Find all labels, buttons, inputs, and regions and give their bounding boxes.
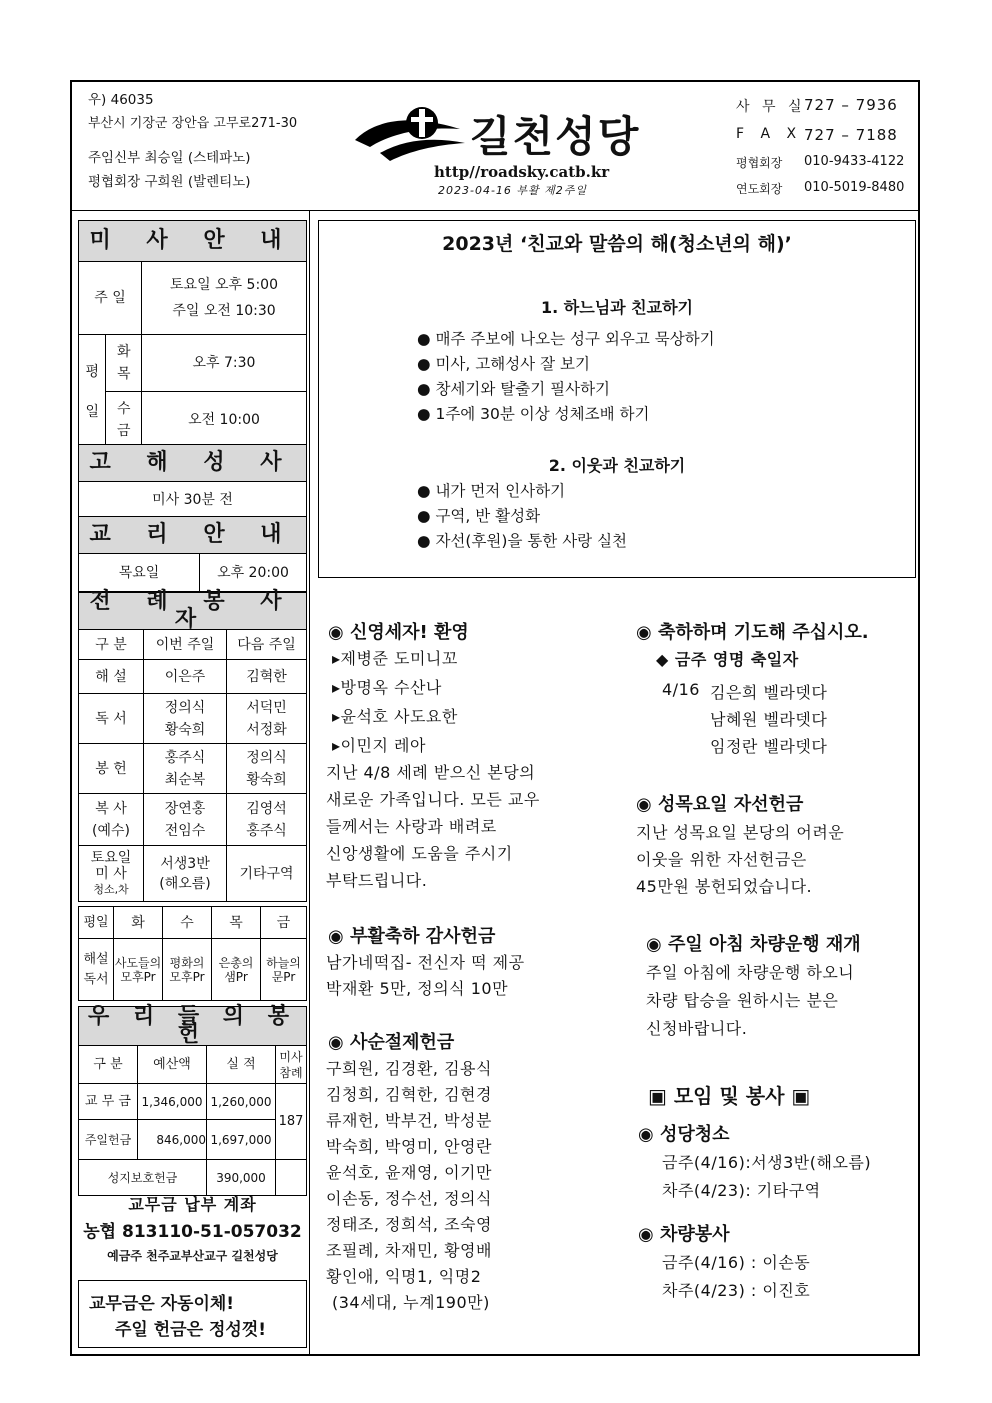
table-row: 주일헌금 846,000 1,697,000: [79, 1120, 307, 1160]
list-item: ● 내가 먼저 인사하기: [417, 482, 566, 500]
liturgy-header: 다음 주일: [227, 630, 307, 660]
list-item: ▸방명옥 수산나: [332, 678, 442, 697]
office-phone: 727 – 7936: [804, 96, 898, 114]
office-label: 사 무 실: [736, 99, 806, 115]
feast-date: 4/16: [662, 680, 700, 699]
catechism-day: 목요일: [79, 554, 200, 592]
newcomers-message: 새로운 가족입니다. 모든 교우: [326, 790, 540, 809]
confession-title: 고 해 성 사: [79, 445, 307, 482]
holy-thursday-line: 이웃을 위한 자선헌금은: [636, 850, 807, 869]
header-divider: [70, 210, 920, 211]
list-item: 임정란 벨라뎃다: [710, 737, 828, 756]
feast-title: ◉ 축하하며 기도해 주십시오.: [636, 622, 869, 643]
easter-thanks-title: ◉ 부활축하 감사헌금: [328, 926, 496, 947]
council-label: 평협회장: [736, 156, 783, 170]
parish-name: 길천성당: [470, 112, 641, 161]
attendance-count: 187: [276, 1084, 307, 1160]
table-row: 해설 독서 사도들의 모후Pr 평화의 모후Pr 은총의 샘Pr 하늘의 문Pr: [79, 939, 307, 1001]
lent-fund-line: 김청희, 김혁한, 김현경: [326, 1085, 492, 1104]
newcomers-message: 신앙생활에 도움을 주시기: [326, 844, 513, 863]
account-block: [78, 1192, 307, 1266]
address: 부산시 기장군 장안읍 고무로271-30: [88, 116, 298, 131]
shuttle-line: 주일 아침에 차량운행 하오니: [646, 963, 855, 982]
weekday-header: 수: [163, 907, 212, 939]
table-row: 독 서 정의식 황숙희 서덕민 서정화: [79, 694, 307, 744]
newcomers-message: 지난 4/8 세례 받으신 본당의: [326, 763, 536, 782]
lent-fund-line: 이손동, 정수선, 정의식: [326, 1189, 492, 1208]
wed-fri-time: 오전 10:00: [142, 392, 307, 449]
offering-header: 실 적: [207, 1046, 276, 1084]
holy-thursday-line: 45만원 봉헌되었습니다.: [636, 877, 813, 896]
account-title: 교무금 납부 계좌: [128, 1195, 257, 1214]
feast-subtitle: ◆ 금주 영명 축일자: [656, 650, 799, 669]
confession-table: [78, 444, 307, 518]
table-row: 복 사 (예수) 장연홍 전임수 김영석 홍주식: [79, 794, 307, 846]
shuttle-line: 차량 탑승을 원하시는 분은: [646, 991, 839, 1010]
holy-thursday-line: 지난 성목요일 본당의 어려운: [636, 823, 845, 842]
offering-header: 예산액: [138, 1046, 207, 1084]
lent-fund-line: 박숙희, 박영미, 안영란: [326, 1137, 492, 1156]
fax-phone: 727 – 7188: [804, 126, 898, 144]
liturgy-title: 전 례 봉 사 자: [79, 593, 307, 630]
list-item: ● 1주에 30분 이상 성체조배 하기: [417, 405, 650, 423]
account-holder: 예금주 천주교부산교구 길천성당: [107, 1249, 278, 1263]
confession-time: 미사 30분 전: [79, 482, 307, 518]
council-phone: 010-9433-4122: [804, 154, 905, 169]
shuttle-title: ◉ 주일 아침 차량운행 재개: [646, 934, 861, 955]
list-item: 김은희 벨라뎃다: [710, 683, 828, 702]
newcomers-title: ◉ 신영세자! 환영: [328, 622, 469, 643]
lent-fund-line: 윤석호, 윤재영, 이기만: [326, 1163, 492, 1182]
liturgy-header: 구 분: [79, 630, 144, 660]
liturgy-header: 이번 주일: [144, 630, 227, 660]
table-row: 성지보호헌금 390,000: [79, 1160, 307, 1196]
offering-title: 우 리 들 의 봉 헌: [79, 1007, 307, 1046]
shuttle-line: 신청바랍니다.: [646, 1019, 748, 1038]
weekday-label: 평 일: [79, 335, 106, 449]
postal-code: 우) 46035: [88, 92, 154, 108]
date-line: 2023-04-16 부활 제2주일: [438, 184, 588, 197]
cleaning-title: ◉ 성당청소: [638, 1124, 730, 1145]
holy-thursday-title: ◉ 성목요일 자선헌금: [636, 794, 804, 815]
council-head: 평협회장 구희원 (발렌티노): [88, 174, 251, 190]
table-row: 해 설 이은주 김혁한: [79, 660, 307, 694]
lent-fund-line: 류재헌, 박부건, 박성분: [326, 1111, 492, 1130]
lent-fund-line: 황인애, 익명1, 익명2: [326, 1267, 482, 1286]
easter-thanks-line: 남가네떡집- 전신자 떡 제공: [326, 953, 525, 972]
lent-fund-title: ◉ 사순절제헌금: [328, 1032, 455, 1053]
list-item: ▸이민지 레아: [332, 736, 426, 755]
list-item: ● 구역, 반 활성화: [417, 507, 541, 525]
list-item: ▸제병준 도미니꼬: [332, 649, 458, 668]
sunday-label: 주 일: [79, 262, 142, 335]
notice-line: 교무금은 자동이체!: [89, 1294, 235, 1314]
driving-line: 금주(4/16) : 이손동: [662, 1253, 811, 1272]
list-item: ● 자선(후원)을 통한 사랑 실천: [417, 532, 628, 550]
fax-label: F A X: [736, 126, 803, 142]
weekday-header: 화: [114, 907, 163, 939]
notice-box: [78, 1280, 307, 1348]
offering-header: 미사 참례: [276, 1046, 307, 1084]
theme-box: [318, 220, 916, 578]
list-item: 남혜원 벨라뎃다: [710, 710, 828, 729]
lent-fund-line: 정태조, 정희석, 조숙영: [326, 1215, 492, 1234]
tue-thu-time: 오후 7:30: [142, 335, 307, 392]
weekday-header: 목: [212, 907, 261, 939]
tue-thu-label: 화 목: [106, 335, 142, 392]
meetings-title: ▣ 모임 및 봉사 ▣: [648, 1084, 811, 1108]
newcomers-message: 들께서는 사랑과 배려로: [326, 817, 497, 836]
weekday-liturgy-table: [78, 906, 307, 1001]
league-phone: 010-5019-8480: [804, 180, 905, 195]
mass-schedule-table: [78, 220, 307, 449]
cleaning-line: 금주(4/16):서생3반(해오름): [662, 1153, 872, 1172]
cleaning-line: 차주(4/23): 기타구역: [662, 1181, 821, 1200]
table-row: 교 무 금 1,346,000 1,260,000 187: [79, 1084, 307, 1120]
liturgy-table: [78, 589, 307, 902]
catechism-table: [78, 516, 307, 592]
lent-fund-line: 조필례, 차재민, 황영배: [326, 1241, 492, 1260]
league-label: 연도회장: [736, 182, 783, 196]
list-item: ● 미사, 고해성사 잘 보기: [417, 355, 590, 373]
account-number: 농협 813110-51-057032: [83, 1222, 302, 1242]
catechism-time: 오후 20:00: [200, 554, 307, 592]
mass-title: 미 사 안 내: [79, 221, 307, 262]
wed-fri-label: 수 금: [106, 392, 142, 449]
table-row: 봉 헌 홍주식 최순복 정의식 황숙희: [79, 744, 307, 794]
newcomers-message: 부탁드립니다.: [326, 871, 428, 890]
pastor: 주임신부 최승일 (스테파노): [88, 150, 251, 166]
weekday-header: 평일: [79, 907, 114, 939]
website-url[interactable]: http//roadsky.catb.kr: [434, 163, 610, 181]
weekday-header: 금: [261, 907, 307, 939]
driving-title: ◉ 차량봉사: [638, 1224, 730, 1245]
theme-title: 2023년 ‘친교와 말씀의 해(청소년의 해)’: [442, 233, 792, 255]
offering-header: 구 분: [79, 1046, 138, 1084]
notice-line: 주일 헌금은 정성껏!: [115, 1320, 266, 1340]
list-item: ● 매주 주보에 나오는 성구 외우고 묵상하기: [417, 330, 715, 348]
offering-table: [78, 1006, 307, 1196]
theme-section-2: 2. 이웃과 친교하기: [548, 456, 686, 475]
theme-section-1: 1. 하느님과 친교하기: [541, 298, 693, 317]
column-divider-left: [309, 210, 310, 1356]
list-item: ● 창세기와 탈출기 필사하기: [417, 380, 611, 398]
table-row: 토요일 미 사 청소,차 서생3반 (해오름) 기타구역: [79, 846, 307, 902]
parish-logo-icon: [350, 95, 470, 165]
driving-line: 차주(4/23) : 이진호: [662, 1281, 811, 1300]
sunday-times: 토요일 오후 5:00 주일 오전 10:30: [142, 262, 307, 335]
easter-thanks-line: 박재환 5만, 정의식 10만: [326, 979, 509, 998]
lent-fund-line: (34세대, 누계190만): [332, 1293, 490, 1312]
catechism-title: 교 리 안 내: [79, 517, 307, 554]
lent-fund-line: 구희원, 김경환, 김용식: [326, 1059, 492, 1078]
list-item: ▸윤석호 사도요한: [332, 707, 458, 726]
